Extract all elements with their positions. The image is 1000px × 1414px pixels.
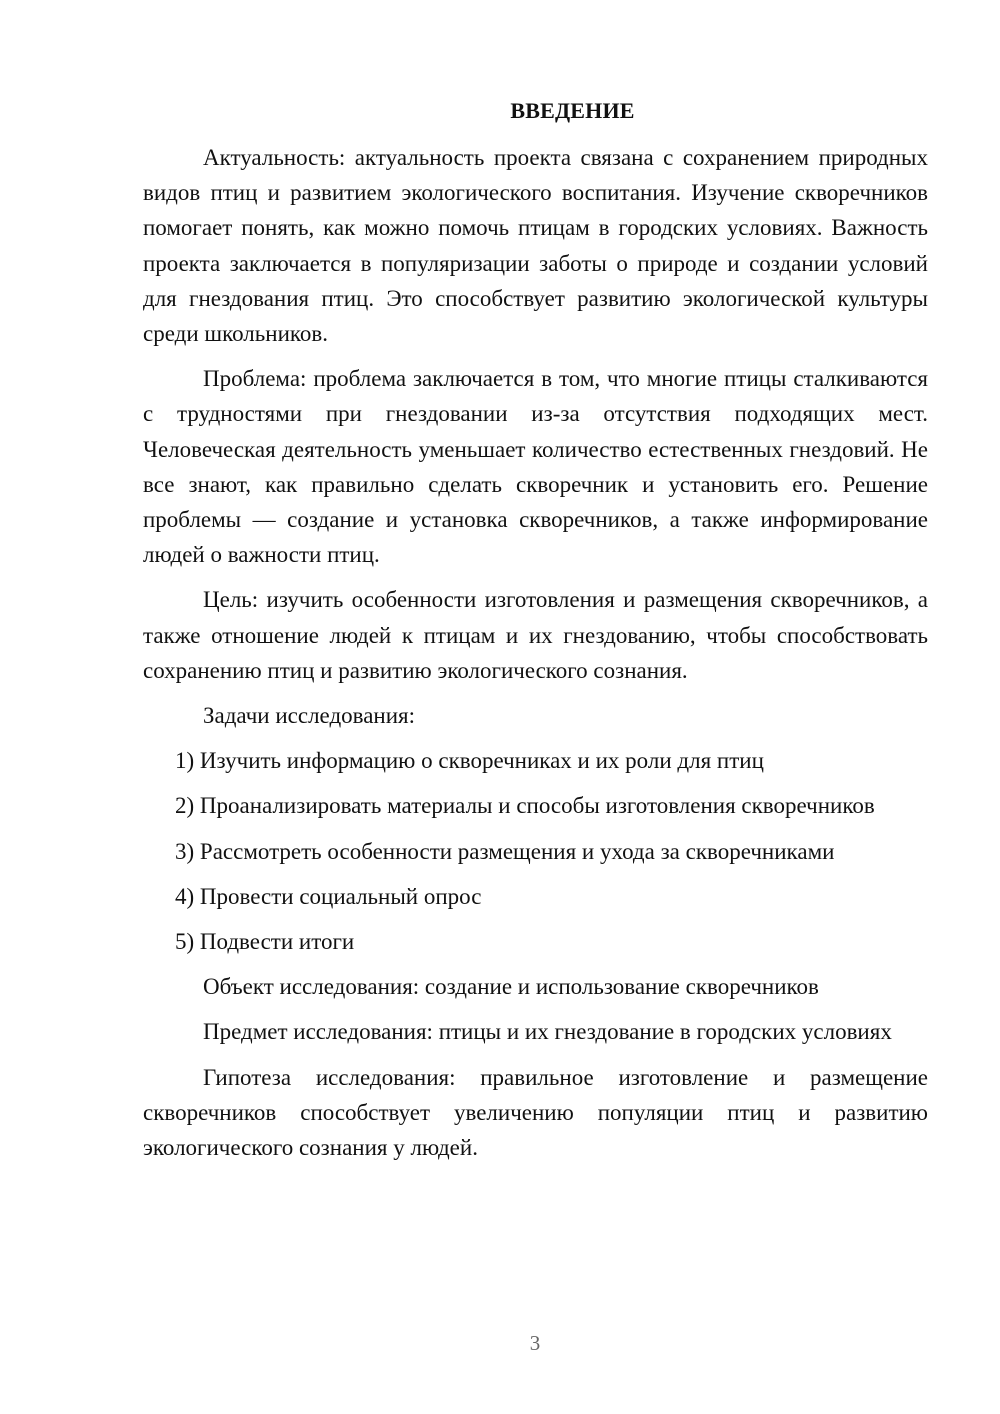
subject-paragraph: Предмет исследования: птицы и их гнездование в городских условиях [203, 1019, 892, 1045]
task-item-4: 4) Провести социальный опрос [175, 883, 482, 909]
hypothesis-paragraph: Гипотеза исследования: правильное изготовление и размещение скворечников способствует увеличению популяции птиц и развитию экологического сознания у людей. [143, 1064, 928, 1161]
relevance-paragraph: Актуальность: актуальность проекта связана с сохранением природных видов птиц и развитием экологического воспитания. Изучение скворечников помогает понять, как можно помочь птицам в городских условиях. Важность проекта заключается в популяризации заботы о природе и создании условий для гнездования птиц. Это способствует развитию экологической культуры среди школьников. [143, 145, 928, 347]
task-item-5: 5) Подвести итоги [175, 929, 355, 955]
page-title: ВВЕДЕНИЕ [510, 98, 635, 123]
task-item-1: 1) Изучить информацию о скворечниках и их роли для птиц [175, 748, 764, 774]
problem-paragraph: Проблема: проблема заключается в том, что многие птицы сталкиваются с трудностями при гнездовании из-за отсутствия подходящих мест. Человеческая деятельность уменьшает количество естественных гнездовий. Не все знают, как правильно сделать скворечник и установить его. Решение проблемы — создание и установка скворечников, а также информирование людей о важности птиц. [143, 366, 928, 568]
task-item-2: 2) Проанализировать материалы и способы изготовления скворечников [175, 793, 875, 819]
tasks-title: Задачи исследования: [203, 703, 416, 729]
page-content [143, 96, 928, 1165]
goal-paragraph: Цель: изучить особенности изготовления и размещения скворечников, а также отношение людей к птицам и их гнездованию, чтобы способствовать сохранению птиц и развитию экологического сознания. [143, 587, 928, 683]
task-item-3: 3) Рассмотреть особенности размещения и ухода за скворечниками [175, 838, 835, 864]
object-paragraph: Объект исследования: создание и использование скворечников [203, 974, 819, 1000]
page-number: 3 [529, 1331, 541, 1355]
